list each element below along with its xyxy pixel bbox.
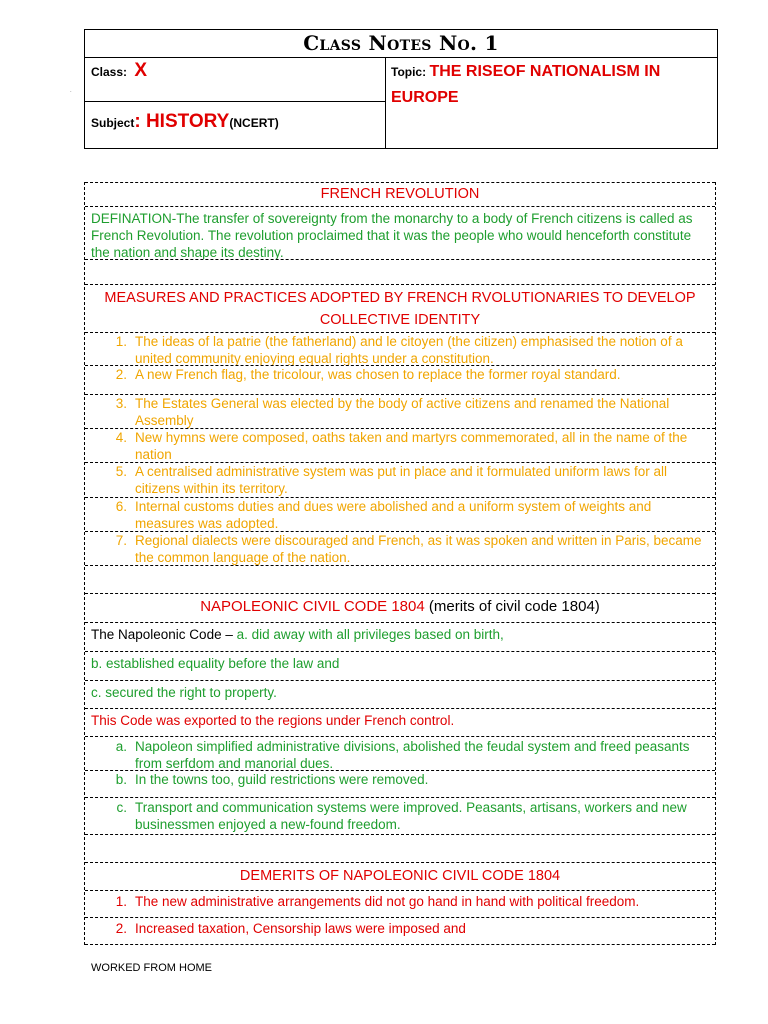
list-text: In the towns too, guild restrictions were removed. [135, 772, 429, 787]
list-item [85, 736, 715, 770]
list-item [85, 890, 715, 917]
list-text: The Estates General was elected by the body of active citizens and renamed the National Assembly [135, 396, 670, 428]
list-number: 1. [115, 894, 127, 909]
topic-value-line2: EUROPE [391, 89, 459, 106]
list-number: 6. [115, 499, 127, 514]
notes-title: Class Notes No. 1 [85, 30, 717, 58]
napoleonic-heading-suffix: (merits of civil code 1804) [424, 598, 600, 615]
list-item [85, 531, 715, 565]
list-number: 7. [115, 533, 127, 548]
list-text: The ideas of la patrie (the fatherland) and le citoyen (the citizen) emphasised the notion of a united community enjoying equal rights under a constitution. [135, 334, 683, 365]
list-text: A centralised administrative system was put in place and it formulated uniform laws for all citizens within its territory. [135, 464, 667, 496]
footer-note: WORKED FROM HOME [91, 962, 212, 974]
header-left-column [85, 57, 386, 149]
list-text: Napoleon simplified administrative divisions, abolished the feudal system and freed peasants from serfdom and manorial dues. [135, 739, 690, 770]
measures-heading: MEASURES AND PRACTICES ADOPTED BY FRENCH RVOLUTIONARIES TO DEVELOP COLLECTIVE IDENTITY [85, 284, 715, 332]
list-text: New hymns were composed, oaths taken and martyrs commemorated, all in the name of the nation [135, 430, 688, 462]
list-item [85, 770, 715, 797]
list-item [85, 497, 715, 531]
code-intro-row [85, 622, 715, 651]
list-item [85, 394, 715, 428]
napoleonic-heading [85, 593, 715, 622]
empty-row [85, 565, 715, 593]
napoleonic-heading-title: NAPOLEONIC CIVIL CODE 1804 [200, 598, 425, 615]
class-label: Class: [91, 65, 128, 79]
class-cell [85, 57, 385, 102]
subject-colon: : [134, 111, 141, 132]
list-number: 2. [115, 921, 127, 936]
list-text: Regional dialects were discouraged and French, as it was spoken and written in Paris, became the common language of the nation. [135, 533, 702, 565]
list-number: 2. [115, 367, 127, 382]
subject-label: Subject [91, 116, 135, 130]
code-intro: The Napoleonic Code – [91, 627, 237, 642]
code-point-a: a. did away with all privileges based on birth, [236, 627, 504, 642]
list-number: 3. [115, 396, 127, 411]
list-number: b. [115, 772, 127, 787]
list-item [85, 365, 715, 394]
empty-row [85, 259, 715, 284]
stray-dot: . [70, 88, 72, 94]
subject-value: HISTORY [140, 111, 230, 132]
code-point-b: b. established equality before the law and [85, 651, 715, 680]
list-number: a. [115, 739, 127, 754]
list-number: 4. [115, 430, 127, 445]
empty-row [85, 834, 715, 862]
list-item [85, 917, 715, 945]
code-exported: This Code was exported to the regions under French control. [85, 708, 715, 736]
list-item [85, 428, 715, 462]
class-notes-header [84, 29, 718, 149]
list-item [85, 332, 715, 365]
list-text: Increased taxation, Censorship laws were imposed and [135, 921, 466, 936]
topic-label: Topic: [391, 65, 427, 79]
demerits-heading: DEMERITS OF NAPOLEONIC CIVIL CODE 1804 [85, 862, 715, 890]
topic-value-line1: THE RISEOF NATIONALISM IN [429, 63, 661, 80]
french-revolution-heading: FRENCH REVOLUTION [85, 182, 715, 206]
definition-text: DEFINATION-The transfer of sovereignty from the monarchy to a body of French citizens is called as French Revolution. The revolution proclaimed that it was the people who would henceforth constitute the nation and shape its destiny. [85, 206, 715, 259]
subject-suffix: (NCERT) [229, 116, 279, 130]
list-text: A new French flag, the tricolour, was chosen to replace the former royal standard. [135, 367, 621, 382]
subject-cell [85, 102, 385, 143]
notes-table [84, 182, 716, 945]
topic-cell [391, 57, 711, 111]
list-text: The new administrative arrangements did not go hand in hand with political freedom. [135, 894, 640, 909]
code-point-c: c. secured the right to property. [85, 680, 715, 708]
list-text: Internal customs duties and dues were abolished and a uniform system of weights and measures was adopted. [135, 499, 652, 531]
list-text: Transport and communication systems were improved. Peasants, artisans, workers and new businessmen enjoyed a new-found freedom. [135, 800, 687, 832]
list-number: 1. [115, 334, 127, 349]
list-number: 5. [115, 464, 127, 479]
list-number: c. [116, 800, 127, 815]
class-value: X [134, 60, 148, 81]
list-item [85, 797, 715, 834]
list-item [85, 462, 715, 497]
